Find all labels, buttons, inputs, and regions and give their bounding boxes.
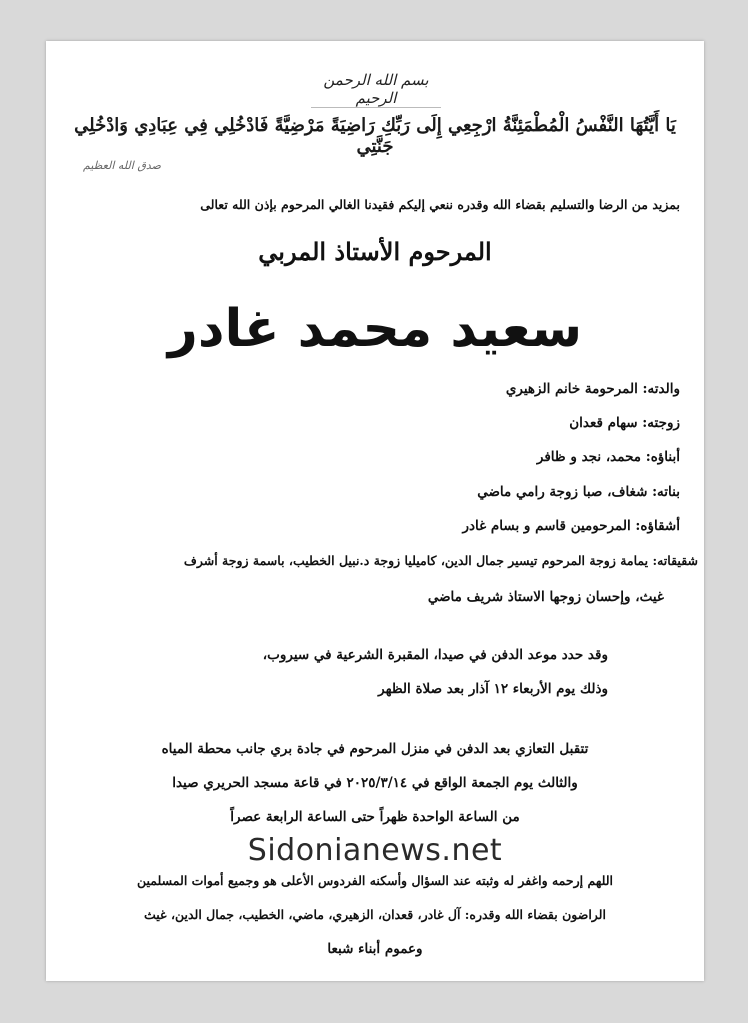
condolences-line-1: تتقبل التعازي بعد الدفن في منزل المرحوم في جادة بري جانب محطة المياه [161,741,589,757]
sons-line: أبناؤه: محمد، نجد و ظافر [536,449,680,465]
condolences-line-2: والثالث يوم الجمعة الواقع في ٢٠٢٥/٣/١٤ في قاعة مسجد الحريري صيدا [172,775,578,791]
brothers-line: أشقاؤه: المرحومين قاسم و بسام غادر [462,518,680,534]
deceased-name: سعيد محمد غادر [167,299,583,359]
intro-text: بمزيد من الرضا والتسليم بقضاء الله وقدره ننعي إليكم فقيدنا الغالي المرحوم بإذن الله تعالى [200,197,680,212]
wife-line: زوجته: سهام قعدان [569,415,680,431]
obituary-sheet [46,41,704,981]
daughters-line: بناته: شغاف، صبا زوجة رامي ماضي [477,484,680,500]
prayer-line-1: اللهم إرحمه واغفر له وثبته عند السؤال وأسكنه الفردوس الأعلى هو وجميع أموات المسلمين [137,873,613,888]
deceased-title: المرحوم الأستاذ المربي [258,237,492,266]
basmala-calligraphy: بسم الله الرحمن الرحيم [311,71,441,108]
site-watermark: Sidonianews.net [247,833,503,868]
burial-line-1: وقد حدد موعد الدفن في صيدا، المقبرة الشرعية في سيروب، [262,647,608,663]
condolences-line-3: من الساعة الواحدة ظهراً حتى الساعة الرابعة عصراً [230,809,520,825]
sisters-line-2: غيث، وإحسان زوجها الاستاذ شريف ماضي [427,589,664,605]
sadaqa-calligraphy: صدق الله العظيم [83,159,161,172]
quran-verse: يَا أَيَّتُهَا النَّفْسُ الْمُطْمَئِنَّةُ ارْجِعِي إِلَى رَبِّكِ رَاضِيَةً مَرْضِيَّةً فَادْخُلِي فِي عِبَادِي وَادْخُلِي جَنَّتِي [74,115,676,157]
sisters-line-1: شقيقاته: يمامة زوجة المرحوم تيسير جمال الدين، كاميليا زوجة د.نبيل الخطيب، باسمة زوجة أشرف [183,553,698,568]
prayer-line-2: الراضون بقضاء الله وقدره: آل غادر، قعدان، الزهيري، ماضي، الخطيب، جمال الدين، غيث [144,907,606,922]
prayer-line-3: وعموم أبناء شبعا [327,941,423,957]
mother-line: والدته: المرحومة خانم الزهيري [505,381,680,397]
burial-line-2: وذلك يوم الأربعاء ١٢ آذار بعد صلاة الظهر [378,681,608,697]
